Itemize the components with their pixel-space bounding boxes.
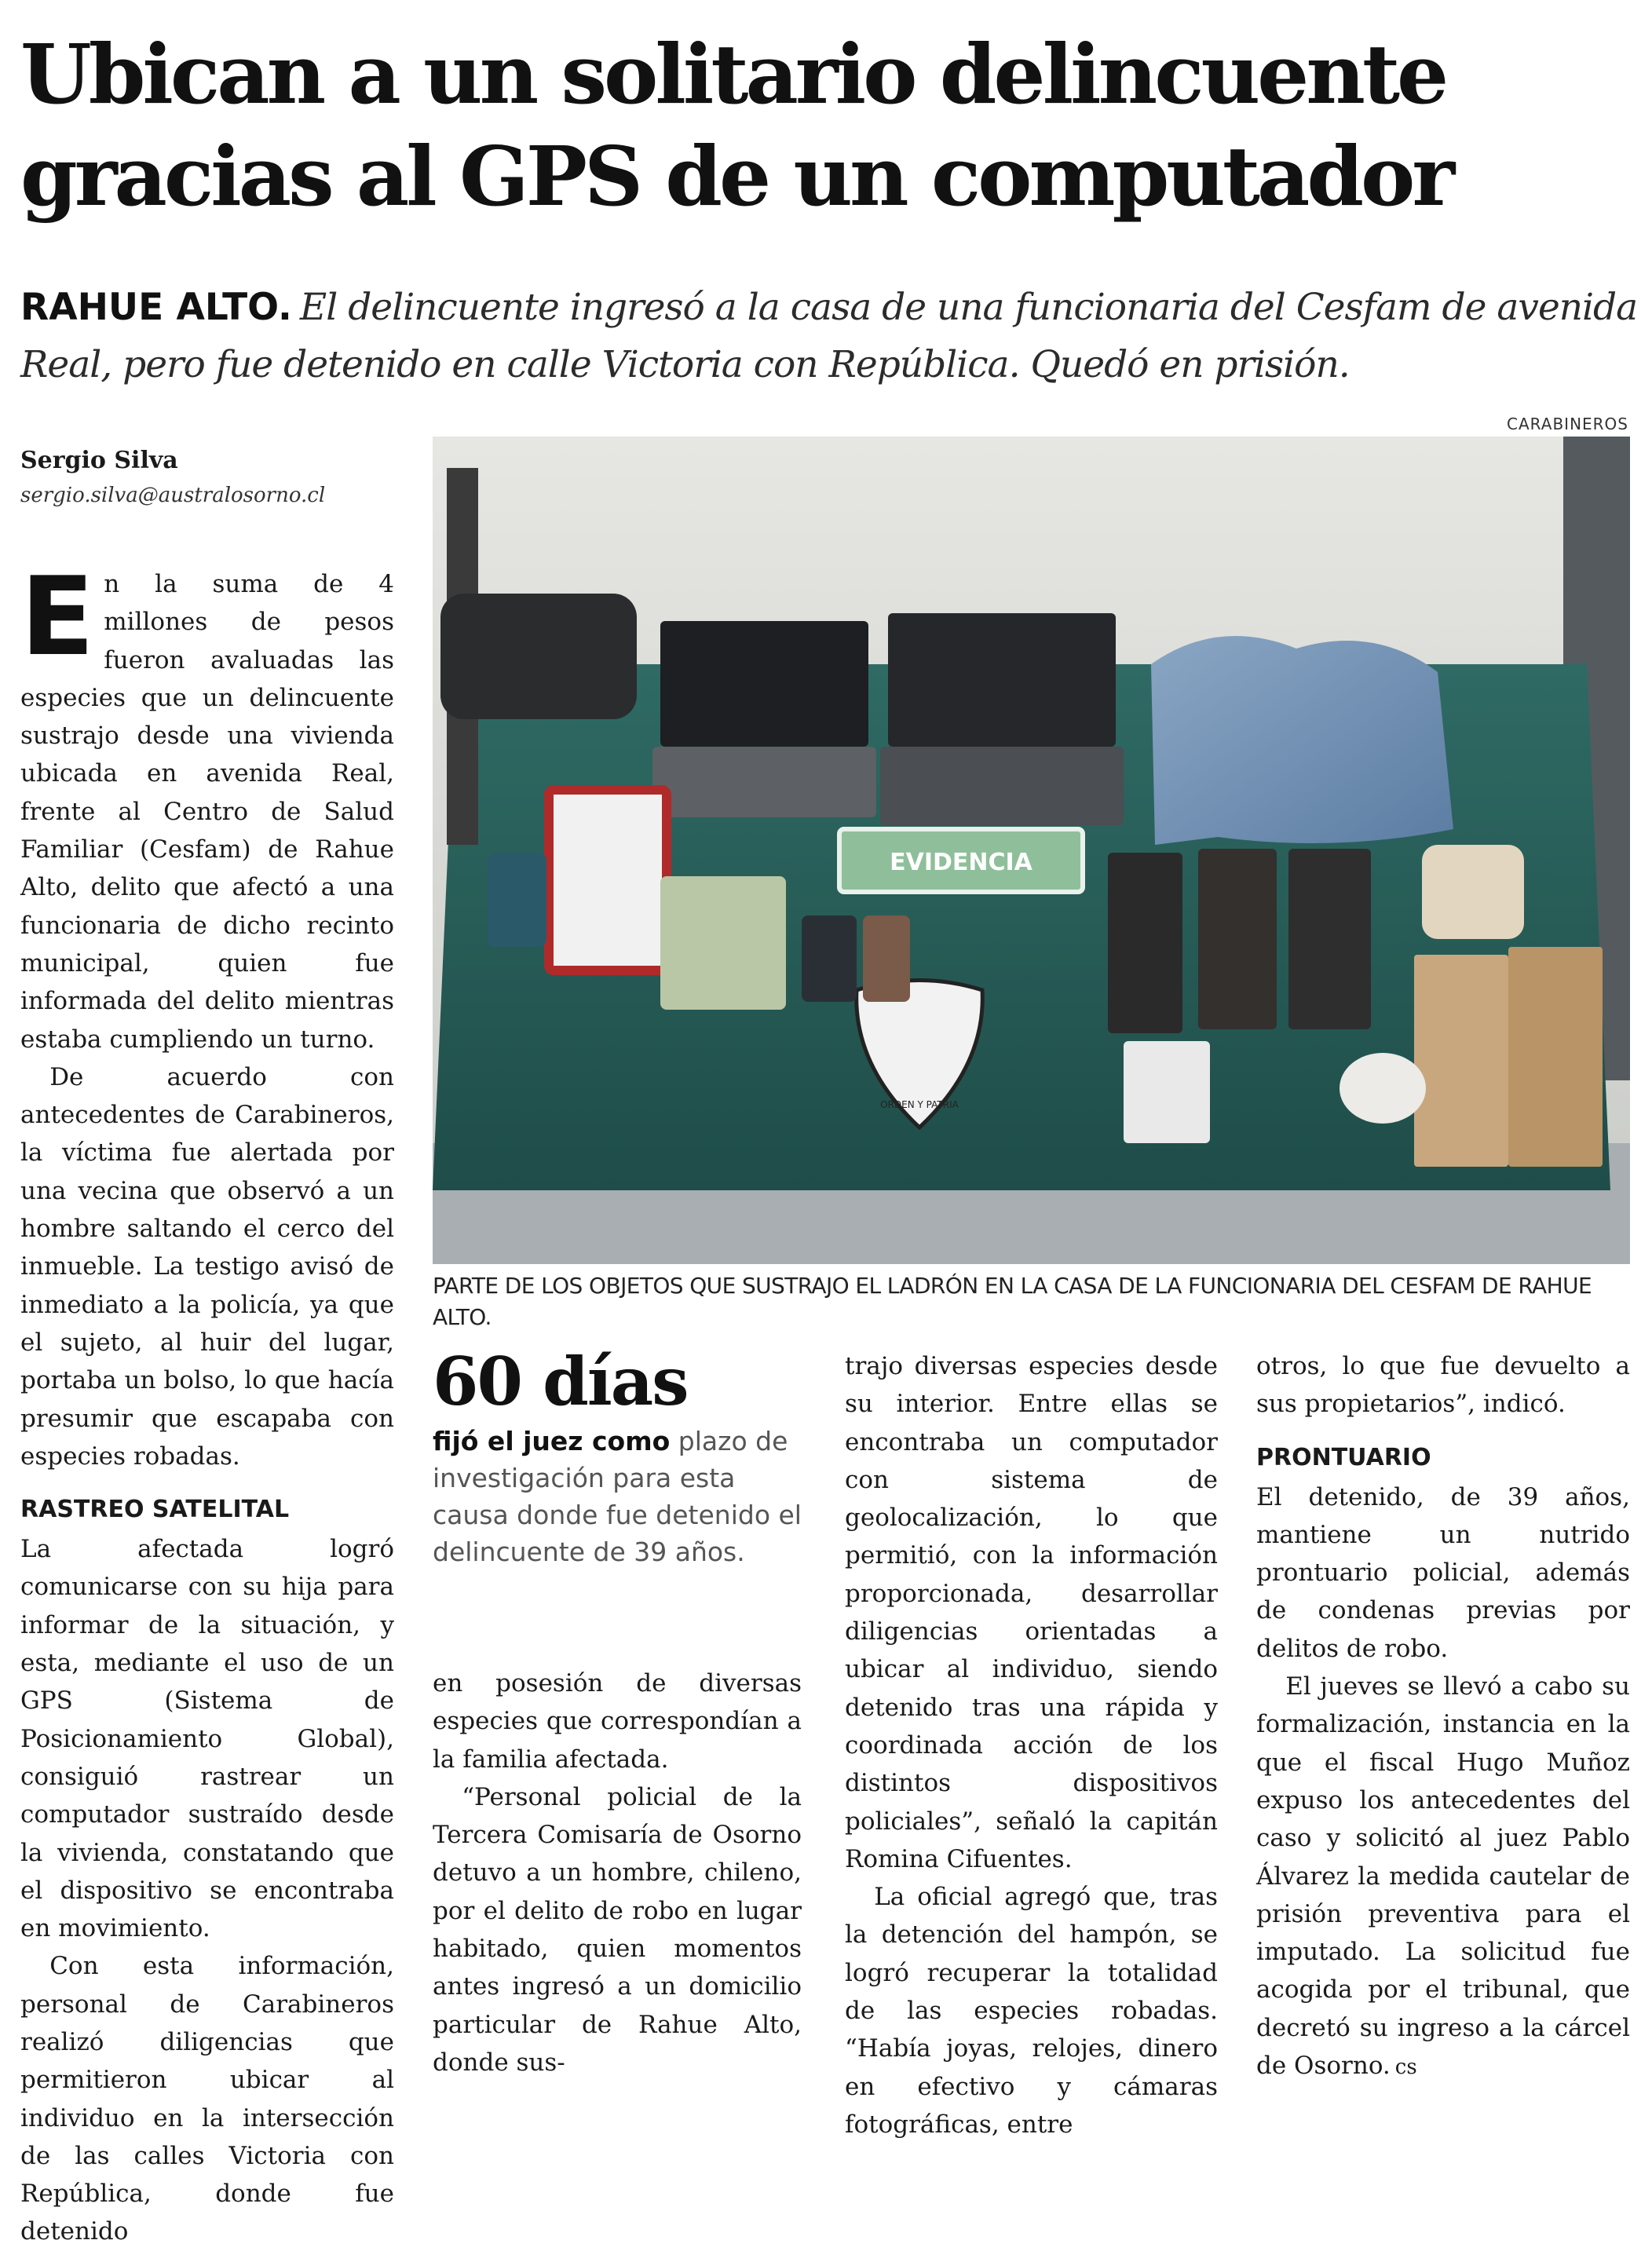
photo-watch-2 xyxy=(863,915,910,1002)
headline: Ubican a un solitario delincuente gracias al GPS de un computador xyxy=(20,26,1453,225)
end-mark: cs xyxy=(1394,2055,1417,2080)
photo-laptop-1-base xyxy=(652,747,876,817)
byline xyxy=(20,444,397,513)
photo-credit: CARABINEROS xyxy=(1507,415,1628,433)
photo-shield-text: ORDEN Y PATRIA xyxy=(880,1099,959,1110)
deck-kicker: RAHUE ALTO. xyxy=(20,286,292,329)
paragraph-7: trajo diversas especies desde su interior. Entre ellas se encontraba un computador con sistema de geolocalización, lo que permitió, con la información proporcionada, desarrollar diligencias orientadas a ubicar al individuo, siendo detenido tras una rápida y coordinada acción de los distintos dispositivos policiales”, señaló la capitán Romina Cifuentes. xyxy=(845,1352,1218,1873)
article-column-4 xyxy=(1256,1347,1630,2086)
factbox xyxy=(433,1343,802,1570)
photo-watch-1 xyxy=(802,915,857,1002)
photo-laptop-2-base xyxy=(880,747,1124,825)
photo-caption: PARTE DE LOS OBJETOS QUE SUSTRAJO EL LADRÓN EN LA CASA DE LA FUNCIONARIA DEL CESFAM DE RAHUE ALTO. xyxy=(433,1273,1592,1330)
deck xyxy=(20,279,1638,393)
evidence-photo xyxy=(433,437,1630,1264)
paragraph-5: en posesión de diversas especies que correspondían a la familia afectada. xyxy=(433,1669,802,1774)
photo-camera-bag xyxy=(440,594,637,719)
drop-cap: E xyxy=(20,554,95,680)
author-email[interactable]: sergio.silva@australosorno.cl xyxy=(20,484,326,507)
factbox-body: plazo de investigación para esta causa donde fue detenido el delincuente de 39 años. xyxy=(433,1426,802,1567)
paragraph-1 xyxy=(20,554,394,1058)
paragraph-10: El detenido, de 39 años, mantiene un nutrido prontuario policial, además de condenas previas por delitos de robo. xyxy=(1256,1482,1630,1663)
factbox-text xyxy=(433,1423,802,1570)
paragraph-11-text: El jueves se llevó a cabo su formalización, instancia en la que el fiscal Hugo Muñoz expuso los antecedentes del caso y solicitó al juez Pablo Álvarez la medida cautelar de prisión preventiva para el imputado. La solicitud fue acogida por el tribunal, que decretó su ingreso a la cárcel de Osorno. xyxy=(1256,1672,1630,2081)
subhead-prontuario: PRONTUARIO xyxy=(1256,1443,1431,1471)
article-column-2 xyxy=(433,1664,802,2081)
factbox-figure: 60 días xyxy=(433,1343,688,1420)
paragraph-3: La afectada logró comunicarse con su hija para informar de la situación, y esta, mediante el uso de un GPS (Sistema de Posicionamiento Global), consiguió rastrear un computador sustraído desde la vivienda, constatando que el dispositivo se encontraba en movimiento. xyxy=(20,1535,394,1943)
paragraph-6: “Personal policial de la Tercera Comisaría de Osorno detuvo a un hombre, chileno, por el delito de robo en lugar habitado, quien momentos antes ingresó a un domicilio particular de Rahue Alto, donde sus- xyxy=(433,1782,802,2077)
photo-sign-text: EVIDENCIA xyxy=(890,849,1032,876)
photo-perfume-box-2 xyxy=(1508,947,1603,1167)
photo-watch-box-3 xyxy=(1288,849,1371,1029)
photo-jacket xyxy=(1151,636,1453,845)
paragraph-8: La oficial agregó que, tras la detención del hampón, se logró recuperar la totalidad de las especies robadas. “Había joyas, relojes, dinero en efectivo y cámaras fotográficas, entre xyxy=(845,1883,1218,2139)
photo-watch-box-1 xyxy=(1108,853,1182,1033)
photo-jewelry-box xyxy=(549,790,667,970)
photo-shell-bowl xyxy=(1340,1053,1426,1124)
paragraph-11 xyxy=(1256,1668,1630,2086)
deck-text: El delincuente ingresó a la casa de una funcionaria del Cesfam de avenida Real, pero fue detenido en calle Victoria con República. Quedó en prisión. xyxy=(20,286,1638,386)
photo-watch-box-2 xyxy=(1198,849,1277,1029)
article-column-1 xyxy=(20,554,394,2251)
photo-laptop-2 xyxy=(888,613,1116,747)
paragraph-9: otros, lo que fue devuelto a sus propietarios”, indicó. xyxy=(1256,1352,1630,1419)
photo-cash xyxy=(660,876,786,1010)
article-column-3 xyxy=(845,1347,1218,2143)
photo-accessory-case xyxy=(1422,845,1524,939)
factbox-lead: fijó el juez como xyxy=(433,1426,671,1456)
subhead-rastreo: RASTREO SATELITAL xyxy=(20,1496,290,1524)
photo-perfume-box-1 xyxy=(1414,955,1508,1167)
photo-laptop-1 xyxy=(660,621,868,747)
photo-phone xyxy=(488,853,546,947)
paragraph-2: De acuerdo con antecedentes de Carabineros, la víctima fue alertada por una vecina que observó a un hombre saltando el cerco del inmueble. La testigo avisó de inmediato a la policía, ya que el sujeto, al huir del lugar, portaba un bolso, lo que hacía presumir que escapaba con especies robadas. xyxy=(20,1062,394,1471)
paragraph-4: Con esta información, personal de Carabineros realizó diligencias que permitieron ubicar al individuo en la intersección de las calles Victoria con República, donde fue detenido xyxy=(20,1952,394,2246)
paragraph-1-text: n la suma de 4 millones de pesos fueron avaluadas las especies que un delincuente sustrajo desde una vivienda ubicada en avenida Real, frente al Centro de Salud Familiar (Cesfam) de Rahue Alto, delito que afectó a una funcionaria de dicho recinto municipal, quien fue informada del delito mientras estaba cumpliendo un turno. xyxy=(20,570,394,1054)
photo-clear-watch-box xyxy=(1124,1041,1210,1143)
author-name: Sergio Silva xyxy=(20,447,178,474)
